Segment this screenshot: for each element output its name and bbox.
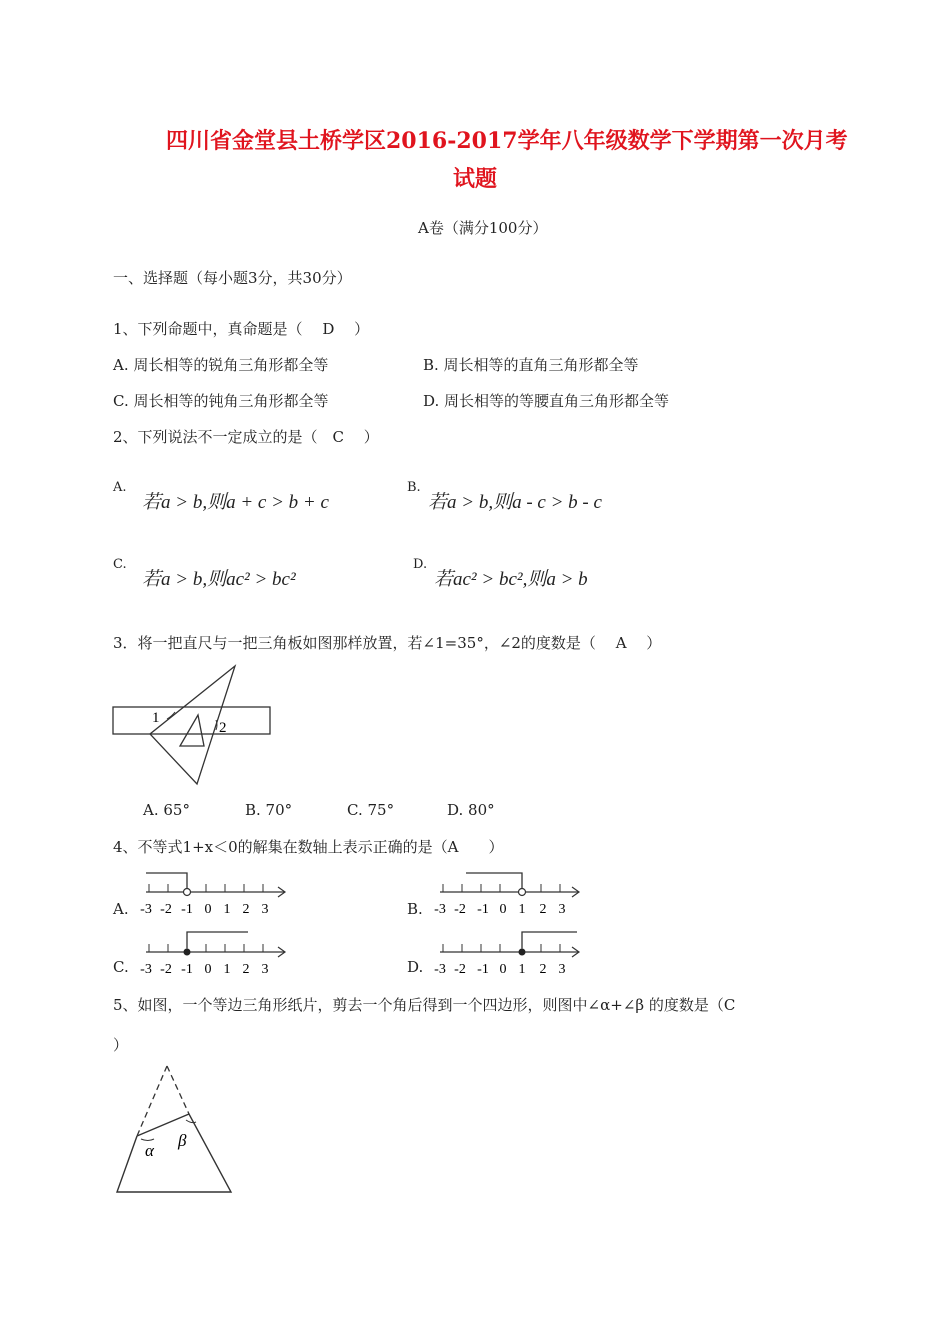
q4-option-a-label: A. [113,900,129,918]
tick-marks [149,884,263,892]
svg-text:1: 1 [223,962,231,977]
svg-text:1: 1 [518,962,526,977]
document-title-line1: 四川省金堂县土桥学区2016-2017学年八年级数学下学期第一次月考 [166,128,848,154]
q1-option-a: A. 周长相等的锐角三角形都全等 [113,356,329,374]
angle-2-label: 2 [219,720,227,736]
q3-option-d: D. 80° [447,801,495,819]
number-line-a [138,866,293,918]
open-point [184,889,191,896]
q2-option-a-formula: 若a > b,则a + c > b + c [142,492,329,513]
cut-triangle-figure [110,1062,240,1198]
beta-arc [186,1120,196,1123]
q1-option-d: D. 周长相等的等腰直角三角形都全等 [423,392,670,410]
svg-text:-2: -2 [454,902,466,917]
svg-text:1: 1 [518,902,526,917]
q3-option-c: C. 75° [347,801,395,819]
svg-text:3: 3 [261,962,269,977]
ruler-shape [113,707,270,734]
q2-option-d-formula: 若ac² > bc²,则a > b [434,569,588,590]
svg-text:3: 3 [261,902,269,917]
svg-text:0: 0 [204,902,212,917]
svg-text:2: 2 [242,902,250,917]
svg-text:-2: -2 [160,962,172,977]
tick-labels [140,962,268,977]
svg-text:3: 3 [558,962,566,977]
part-heading: 一、选择题（每小题3分，共30分） [113,269,352,287]
svg-text:-1: -1 [477,902,489,917]
q2-option-a-label: A. [113,480,127,495]
solution-ray [522,932,577,948]
q1-stem: 1、下列命题中，真命题是（ D ） [113,320,370,338]
svg-text:1: 1 [223,902,231,917]
number-line-c [138,926,293,978]
svg-text:0: 0 [499,962,507,977]
svg-text:-1: -1 [477,962,489,977]
svg-text:-3: -3 [140,962,152,977]
svg-text:-1: -1 [181,962,193,977]
open-point [519,889,526,896]
svg-text:-2: -2 [454,962,466,977]
svg-text:0: 0 [204,962,212,977]
number-line-b [432,866,587,918]
solution-ray [187,932,248,948]
q3-option-b: B. 70° [245,801,293,819]
triangle-board-inner [180,715,204,746]
tick-labels [140,902,268,917]
q3-stem: 3．将一把直尺与一把三角板如图那样放置，若∠1=35°，∠2的度数是（ A ） [113,634,662,652]
svg-text:-1: -1 [181,902,193,917]
svg-text:-3: -3 [434,902,446,917]
q2-stem: 2、下列说法不一定成立的是（ C ） [113,428,379,446]
q4-stem: 4、不等式1+x＜0的解集在数轴上表示正确的是（A ） [113,838,504,856]
svg-text:0: 0 [499,902,507,917]
quadrilateral-shape [117,1114,231,1192]
tick-marks [443,884,560,892]
q1-option-c: C. 周长相等的钝角三角形都全等 [113,392,329,410]
cut-corner-right-edge [167,1066,189,1114]
q5-stem-end: ） [113,1036,129,1054]
q2-option-b-label: B. [407,480,421,495]
tick-labels [434,962,565,977]
closed-point [519,949,525,955]
alpha-label: α [145,1141,154,1160]
tick-labels [434,902,565,917]
q1-option-b: B. 周长相等的直角三角形都全等 [423,356,639,374]
q2-option-d-label: D. [413,557,428,572]
svg-text:-3: -3 [140,902,152,917]
q5-stem: 5、如图，一个等边三角形纸片，剪去一个角后得到一个四边形，则图中∠α+∠β 的度数是（C [113,996,736,1014]
section-heading: A卷（满分100分） [418,219,548,237]
q2-option-b-formula: 若a > b,则a - c > b - c [428,492,602,513]
q4-option-b-label: B. [407,900,423,918]
svg-text:-2: -2 [160,902,172,917]
solution-ray [146,873,187,888]
svg-text:2: 2 [539,902,547,917]
q2-option-c-label: C. [113,557,127,572]
q3-option-a: A. 65° [143,801,190,819]
number-line-d [432,926,587,978]
svg-text:2: 2 [242,962,250,977]
svg-text:3: 3 [558,902,566,917]
tick-marks [149,944,263,952]
angle-1-label: 1 [152,710,160,726]
q4-option-c-label: C. [113,958,129,976]
q2-option-c-formula: 若a > b,则ac² > bc² [142,569,296,590]
tick-marks [443,944,560,952]
closed-point [184,949,190,955]
document-title-line2: 试题 [453,166,498,192]
ruler-triangle-figure [108,662,278,792]
solution-ray [466,873,522,888]
svg-text:-3: -3 [434,962,446,977]
svg-text:2: 2 [539,962,547,977]
q4-option-d-label: D. [407,958,424,976]
beta-label: β [178,1131,187,1150]
